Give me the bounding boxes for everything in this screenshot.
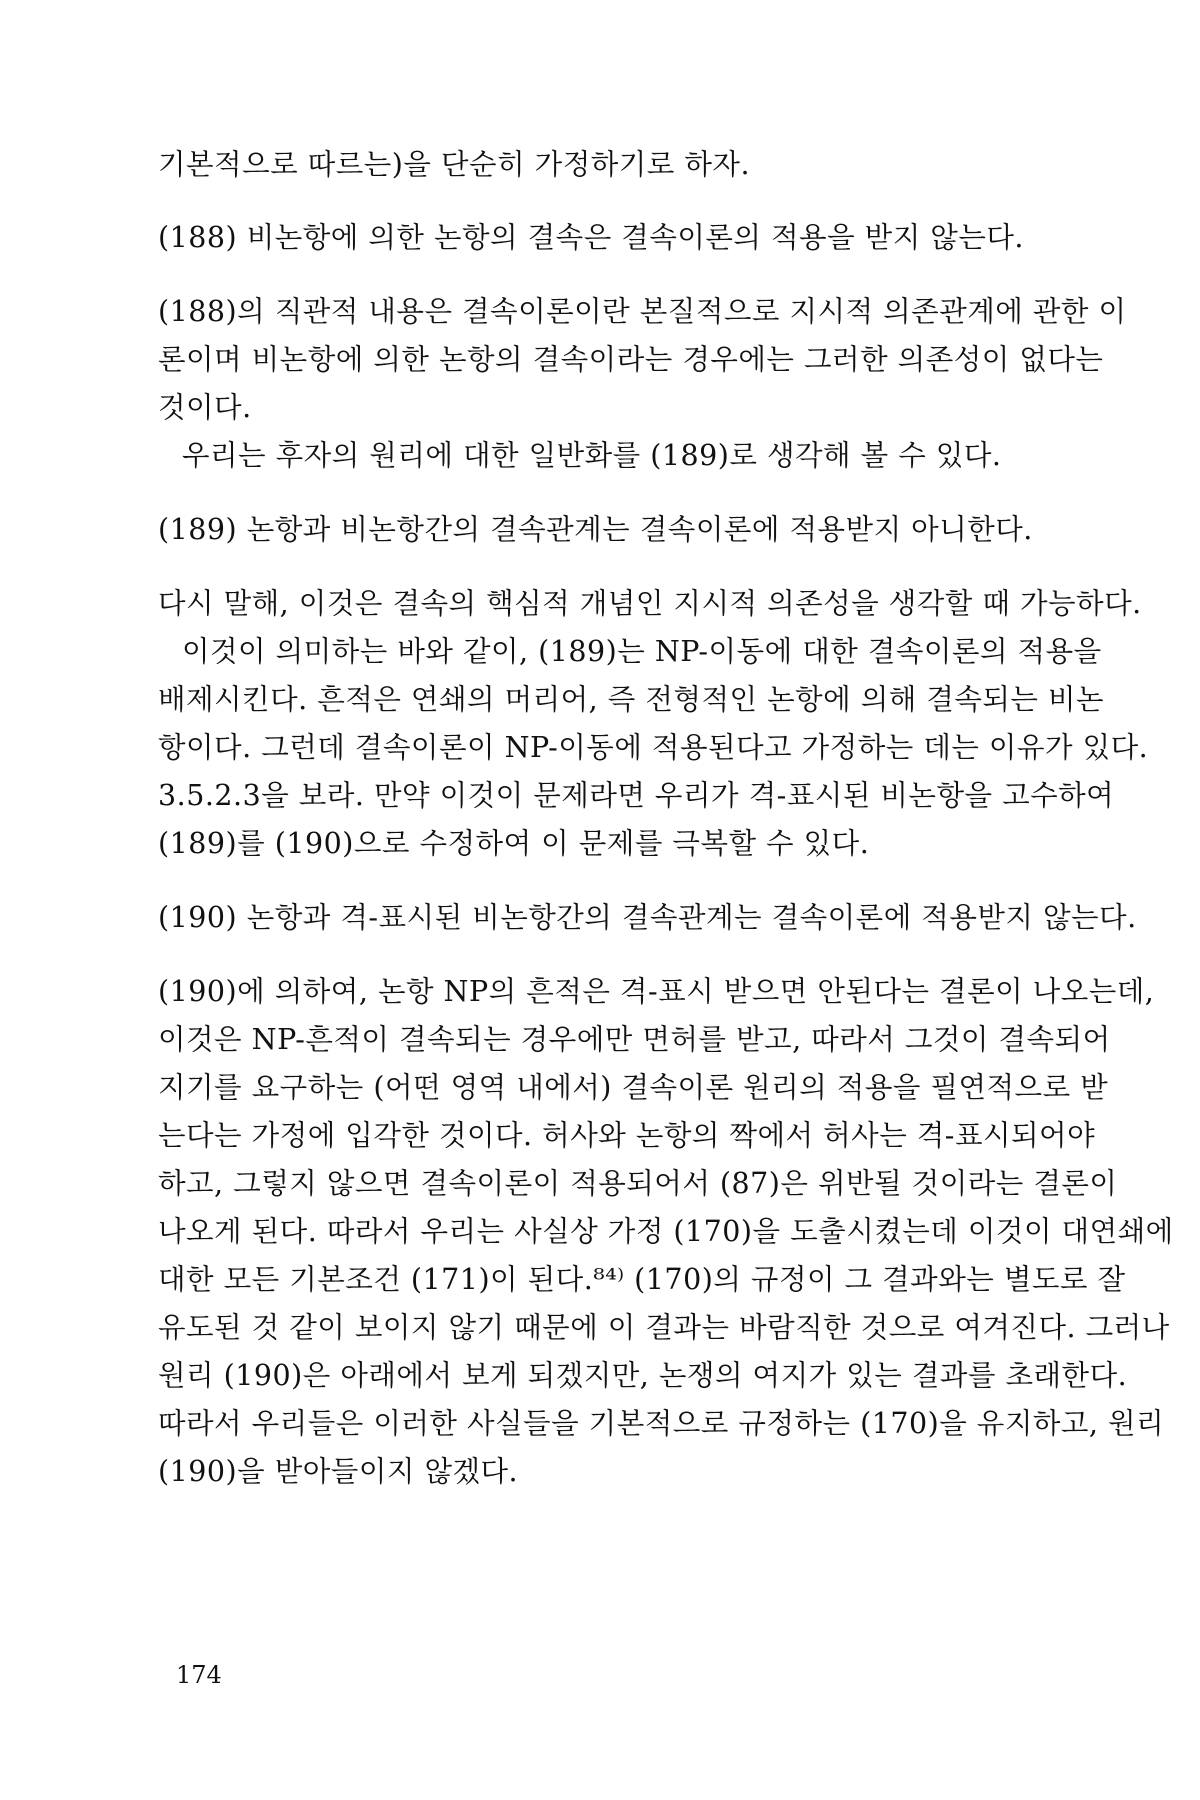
text-line: 배제시킨다. 흔적은 연쇄의 머리어, 즉 전형적인 논항에 의해 결속되는 비논 bbox=[158, 683, 1105, 716]
text-line: (188)의 직관적 내용은 결속이론이란 본질적으로 지시적 의존관계에 관한 이 bbox=[158, 295, 1127, 328]
example-190: (190) 논항과 격-표시된 비논항간의 결속관계는 결속이론에 적용받지 않는다. bbox=[158, 901, 1137, 934]
text-line: 나오게 된다. 따라서 우리는 사실상 가정 (170)을 도출시켰는데 이것이 대연쇄에 bbox=[158, 1215, 1174, 1248]
text-line: 이것은 NP-흔적이 결속되는 경우에만 면허를 받고, 따라서 그것이 결속되어 bbox=[158, 1023, 1111, 1056]
text-line: 항이다. 그런데 결속이론이 NP-이동에 적용된다고 가정하는 데는 이유가 있다. bbox=[158, 731, 1149, 764]
text-line: 론이며 비논항에 의한 논항의 결속이라는 경우에는 그러한 의존성이 없다는 bbox=[158, 343, 1104, 376]
example-189: (189) 논항과 비논항간의 결속관계는 결속이론에 적용받지 아니한다. bbox=[158, 513, 1033, 546]
text-line: 3.5.2.3을 보라. 만약 이것이 문제라면 우리가 격-표시된 비논항을 고수하여 bbox=[158, 779, 1115, 812]
text-line: 기본적으로 따르는)을 단순히 가정하기로 하자. bbox=[158, 148, 751, 181]
text-line: (190)에 의하여, 논항 NP의 흔적은 격-표시 받으면 안된다는 결론이 나오는데, bbox=[158, 975, 1155, 1008]
page-number: 174 bbox=[176, 1661, 222, 1689]
text-line: 원리 (190)은 아래에서 보게 되겠지만, 논쟁의 여지가 있는 결과를 초래한다. bbox=[158, 1359, 1128, 1392]
text-line: 것이다. bbox=[158, 391, 252, 424]
text-line: 지기를 요구하는 (어떤 영역 내에서) 결속이론 원리의 적용을 필연적으로 받 bbox=[158, 1071, 1109, 1104]
text-line: 이것이 의미하는 바와 같이, (189)는 NP-이동에 대한 결속이론의 적용을 bbox=[182, 635, 1102, 668]
example-188: (188) 비논항에 의한 논항의 결속은 결속이론의 적용을 받지 않는다. bbox=[158, 221, 1024, 254]
text-line: 하고, 그렇지 않으면 결속이론이 적용되어서 (87)은 위반될 것이라는 결론이 bbox=[158, 1167, 1118, 1200]
text-line: 우리는 후자의 원리에 대한 일반화를 (189)로 생각해 볼 수 있다. bbox=[182, 439, 1002, 472]
text-line: 다시 말해, 이것은 결속의 핵심적 개념인 지시적 의존성을 생각할 때 가능하다. bbox=[158, 587, 1142, 620]
text-line: 는다는 가정에 입각한 것이다. 허사와 논항의 짝에서 허사는 격-표시되어야 bbox=[158, 1119, 1096, 1152]
text-line: (189)를 (190)으로 수정하여 이 문제를 극복할 수 있다. bbox=[158, 827, 870, 860]
text-line: 따라서 우리들은 이러한 사실들을 기본적으로 규정하는 (170)을 유지하고, 원리 bbox=[158, 1407, 1165, 1440]
text-line: 대한 모든 기본조건 (171)이 된다.⁸⁴⁾ (170)의 규정이 그 결과와는 별도로 잘 bbox=[158, 1263, 1126, 1296]
text-line: 유도된 것 같이 보이지 않기 때문에 이 결과는 바람직한 것으로 여겨진다. 그러나 bbox=[158, 1311, 1170, 1344]
text-line: (190)을 받아들이지 않겠다. bbox=[158, 1455, 519, 1488]
